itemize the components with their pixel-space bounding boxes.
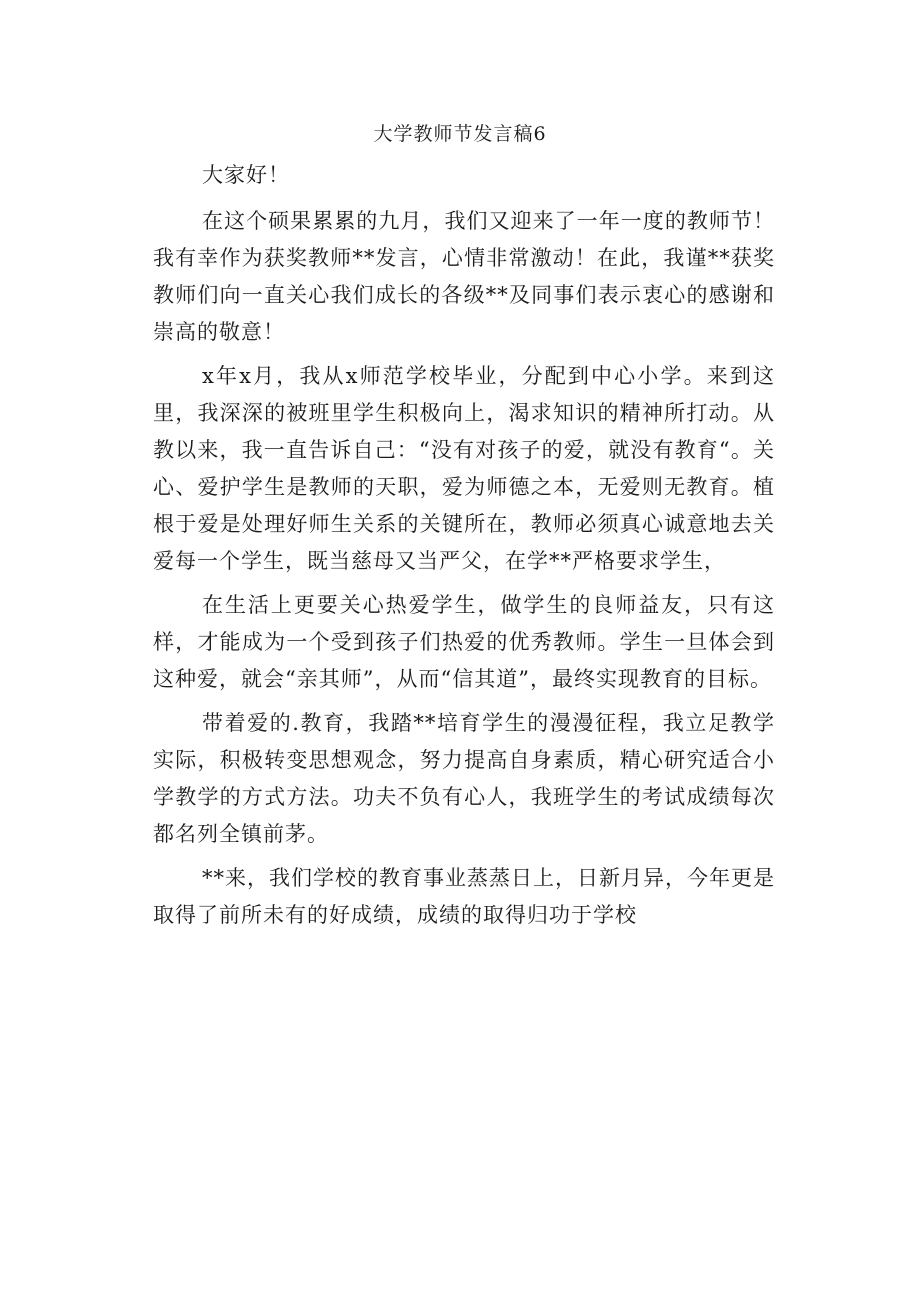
paragraph: 带着爱的.教育，我踏**培育学生的漫漫征程，我立足教学实际，积极转变思想观念，努力提高自身素质，精心研究适合小学教学的方式方法。功夫不负有心人，我班学生的考试成绩每次都名列全镇前茅。	[153, 711, 775, 846]
paragraph: **来，我们学校的教育事业蒸蒸日上，日新月异，今年更是取得了前所未有的好成绩，成绩的取得归功于学校	[153, 866, 775, 927]
document-title: 大学教师节发言稿6	[373, 123, 547, 145]
paragraph: 在这个硕果累累的九月，我们又迎来了一年一度的教师节！我有幸作为获奖教师**发言，心情非常激动！在此，我谨**获奖教师们向一直关心我们成长的各级**及同事们表示衷心的感谢和崇高的敬意！	[153, 209, 775, 344]
greeting-paragraph: 大家好！	[202, 163, 290, 187]
paragraph: 在生活上更要关心热爱学生，做学生的良师益友，只有这样，才能成为一个受到孩子们热爱的优秀教师。学生一旦体会到这种爱，就会“亲其师”，从而“信其道”，最终实现教育的目标。	[153, 593, 775, 691]
document-body	[153, 157, 775, 941]
paragraph: x年x月，我从x师范学校毕业，分配到中心小学。来到这里，我深深的被班里学生积极向上，渴求知识的精神所打动。从教以来，我一直告诉自己：“没有对孩子的爱，就没有教育“。关心、爱护学生是教师的天职，爱为师德之本，无爱则无教育。植根于爱是处理好师生关系的关键所在，教师必须真心诚意地去关爱每一个学生，既当慈母又当严父，在学**严格要求学生，	[153, 364, 775, 573]
